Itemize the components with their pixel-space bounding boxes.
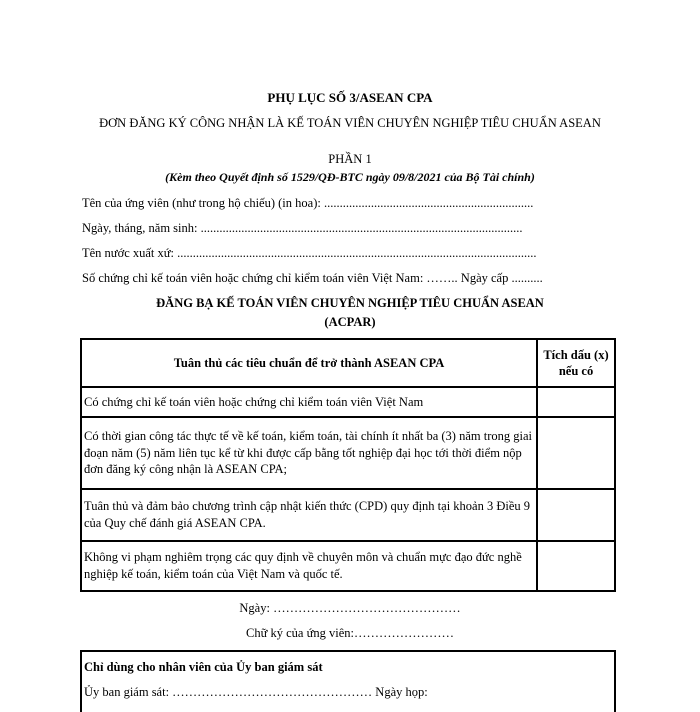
table-header-row (81, 339, 615, 387)
requirement-text: Có chứng chỉ kế toán viên hoặc chứng chỉ kiểm toán viên Việt Nam (81, 387, 537, 417)
checkbox-cell[interactable] (537, 417, 615, 489)
checkbox-cell[interactable] (537, 541, 615, 591)
checkbox-cell[interactable] (537, 387, 615, 417)
table-row (81, 489, 615, 541)
signature-line[interactable]: Chữ ký của ứng viên:…………………… (246, 626, 454, 640)
requirements-table (80, 338, 616, 592)
committee-title: Chỉ dùng cho nhân viên của Ủy ban giám sát (84, 660, 323, 674)
requirements-column-header: Tuân thủ các tiêu chuẩn để trở thành ASEAN CPA (81, 339, 537, 387)
appendix-heading: PHỤ LỤC SỐ 3/ASEAN CPA (267, 90, 433, 105)
register-title-line2: (ACPAR) (324, 315, 376, 329)
form-title: ĐƠN ĐĂNG KÝ CÔNG NHẬN LÀ KẾ TOÁN VIÊN CHUYÊN NGHIỆP TIÊU CHUẨN ASEAN (99, 116, 601, 130)
register-title (0, 294, 700, 332)
table-row (81, 541, 615, 591)
date-line[interactable]: Ngày: ……………………………………… (239, 601, 461, 615)
committee-line[interactable]: Ủy ban giám sát: ………………………………………… Ngày họp: (84, 685, 428, 699)
checkmark-column-header: Tích dấu (x) nếu có (537, 339, 615, 387)
register-title-line1: ĐĂNG BẠ KẾ TOÁN VIÊN CHUYÊN NGHIỆP TIÊU CHUẨN ASEAN (156, 296, 544, 310)
requirement-text: Có thời gian công tác thực tế về kế toán, kiểm toán, tài chính ít nhất ba (3) năm trong giai đoạn năm (5) năm liên tục kể từ khi được cấp bằng tốt nghiệp đại học tới thời điểm nộp đơn đăng ký công nhận là ASEAN CPA; (81, 417, 537, 489)
checkbox-cell[interactable] (537, 489, 615, 541)
country-of-origin-field[interactable]: Tên nước xuất xứ: ................................................................................................................... (82, 246, 537, 260)
table-row (81, 417, 615, 489)
candidate-name-field[interactable]: Tên của ứng viên (như trong hộ chiếu) (in hoa): ................................................................... (82, 196, 534, 210)
requirement-text: Không vi phạm nghiêm trọng các quy định về chuyên môn và chuẩn mực đạo đức nghề nghiệp kế toán, kiểm toán của Việt Nam và quốc tế. (81, 541, 537, 591)
decision-reference: (Kèm theo Quyết định số 1529/QĐ-BTC ngày 09/8/2021 của Bộ Tài chính) (165, 170, 535, 184)
part-heading: PHẦN 1 (328, 152, 372, 166)
requirement-text: Tuân thủ và đảm bảo chương trình cập nhật kiến thức (CPD) quy định tại khoản 3 Điều 9 của Quy chế đánh giá ASEAN CPA. (81, 489, 537, 541)
date-of-birth-field[interactable]: Ngày, tháng, năm sinh: ....................................................................................................... (82, 221, 523, 235)
table-row (81, 387, 615, 417)
committee-box (80, 650, 616, 712)
certificate-number-field[interactable]: Số chứng chỉ kế toán viên hoặc chứng chỉ kiểm toán viên Việt Nam: …….. Ngày cấp .......... (82, 271, 543, 285)
